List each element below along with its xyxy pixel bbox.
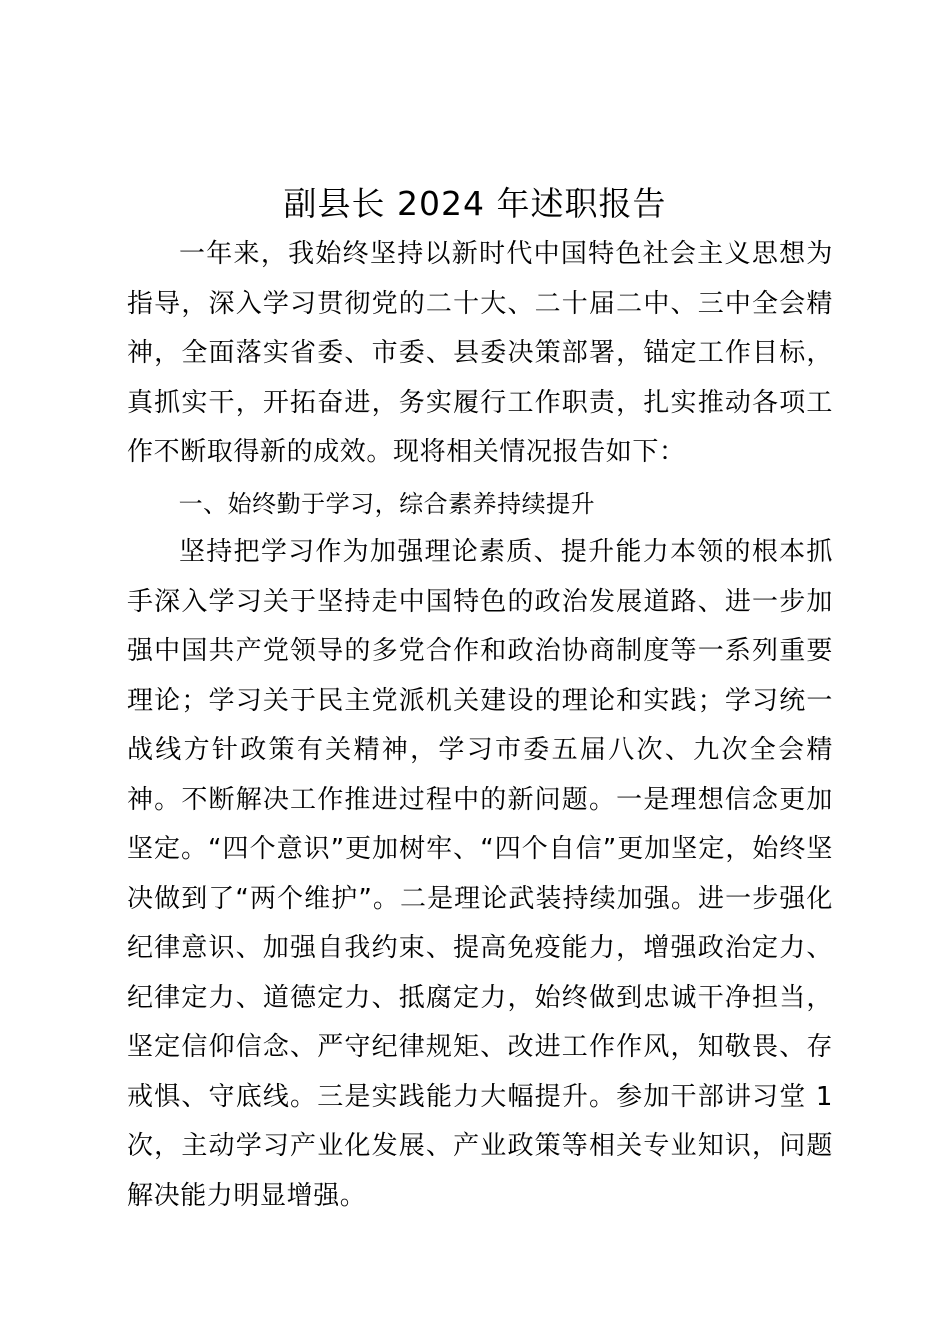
section-body-paragraph: 坚持把学习作为加强理论素质、提升能力本领的根本抓手深入学习关于坚持走中国特色的政治发展道路、进一步加强中国共产党领导的多党合作和政治协商制度等一系列重要理论；学习关于民主党派机关建设的理论和实践；学习统一战线方针政策有关精神，学习市委五届八次、九次全会精神。不断解决工作推进过程中的新问题。一是理想信念更加坚定。“四个意识”更加树牢、“四个自信”更加坚定，始终坚决做到了“两个维护”。二是理论武装持续加强。进一步强化纪律意识、加强自我约束、提高免疫能力，增强政治定力、纪律定力、道德定力、抵腐定力，始终做到忠诚干净担当，坚定信仰信念、严守纪律规矩、改进工作作风，知敬畏、存戒惧、守底线。三是实践能力大幅提升。参加干部讲习堂 1 次，主动学习产业化发展、产业政策等相关专业知识，问题解决能力明显增强。	[127, 537, 833, 1211]
section-heading: 一、始终勤于学习，综合素养持续提升	[178, 490, 596, 518]
document-title: 副县长 2024 年述职报告	[283, 184, 667, 223]
intro-paragraph: 一年来，我始终坚持以新时代中国特色社会主义思想为指导，深入学习贯彻党的二十大、二十届二中、三中全会精神，全面落实省委、市委、县委决策部署，锚定工作目标，真抓实干，开拓奋进，务实履行工作职责，扎实推动各项工作不断取得新的成效。现将相关情况报告如下：	[127, 239, 833, 467]
